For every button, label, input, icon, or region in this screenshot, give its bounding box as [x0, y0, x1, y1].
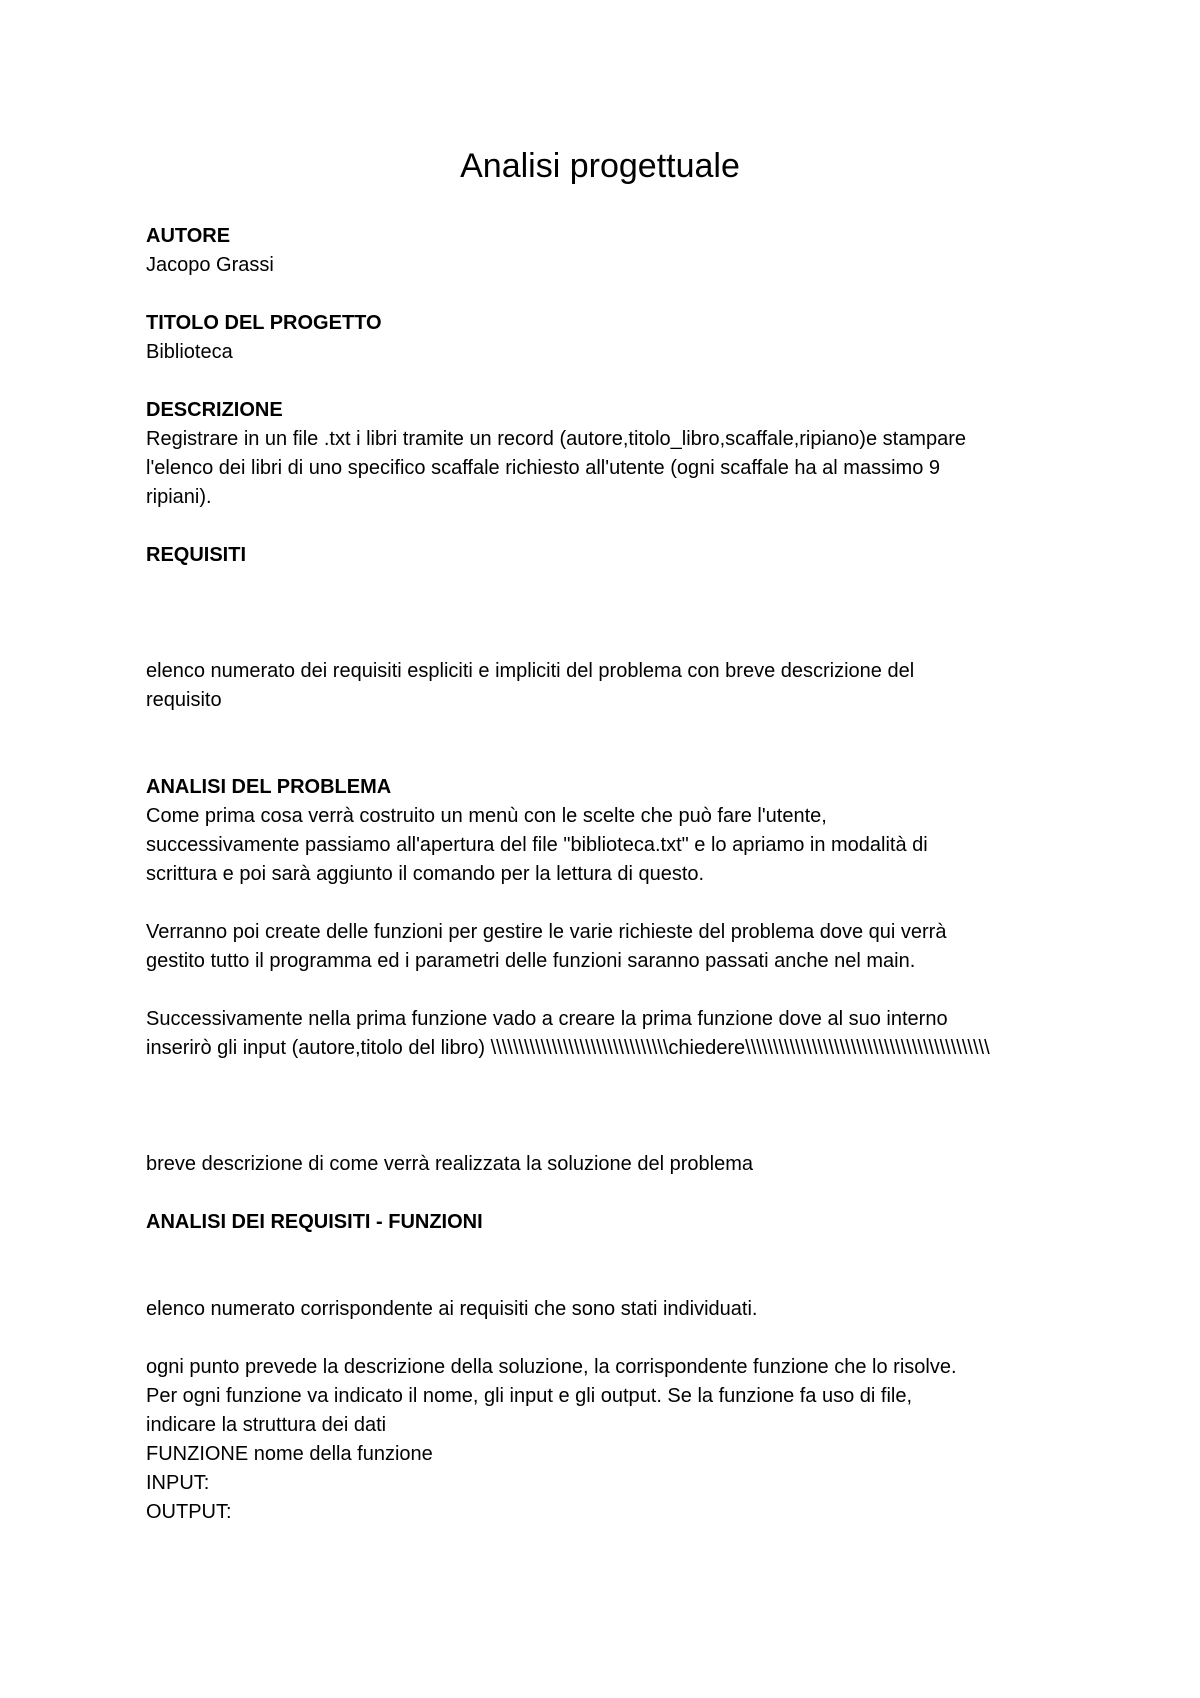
page-title: Analisi progettuale [460, 147, 740, 185]
functions-line: indicare la struttura dei dati [146, 1414, 387, 1436]
project-title: Biblioteca [146, 341, 233, 363]
function-input-label: INPUT: [146, 1472, 210, 1494]
section-heading-analisi-problema: ANALISI DEL PROBLEMA [146, 776, 392, 798]
analysis-line: Successivamente nella prima funzione vado a creare la prima funzione dove al suo interno [146, 1008, 948, 1030]
section-heading-autore: AUTORE [146, 225, 231, 247]
requirements-line: requisito [146, 689, 222, 711]
functions-line: elenco numerato corrispondente ai requisiti che sono stati individuati. [146, 1298, 758, 1320]
analysis-line: scrittura e poi sarà aggiunto il comando per la lettura di questo. [146, 863, 705, 885]
functions-line: Per ogni funzione va indicato il nome, gli input e gli output. Se la funzione fa uso di file, [146, 1385, 913, 1407]
function-name-label: FUNZIONE nome della funzione [146, 1443, 433, 1465]
analysis-note: breve descrizione di come verrà realizzata la soluzione del problema [146, 1153, 753, 1175]
analysis-line: inserirò gli input (autore,titolo del libro) \\\\\\\\\\\\\\\\\\\\\\\\\\\\\\\\chiedere\\\\\\\\\\\\\\\\\\\\\\\\\\\\\\\\\\\\\\\\\\\\ [146, 1037, 990, 1059]
description-line: l'elenco dei libri di uno specifico scaffale richiesto all'utente (ogni scaffale ha al massimo 9 [146, 457, 940, 479]
analysis-line: Verranno poi create delle funzioni per gestire le varie richieste del problema dove qui verrà [146, 921, 947, 943]
description-line: Registrare in un file .txt i libri tramite un record (autore,titolo_libro,scaffale,ripiano)e stampare [146, 428, 966, 450]
function-output-label: OUTPUT: [146, 1501, 232, 1523]
author-name: Jacopo Grassi [146, 254, 274, 276]
analysis-line: Come prima cosa verrà costruito un menù con le scelte che può fare l'utente, [146, 805, 827, 827]
section-heading-descrizione: DESCRIZIONE [146, 399, 283, 421]
requirements-line: elenco numerato dei requisiti espliciti e impliciti del problema con breve descrizione del [146, 660, 915, 682]
analysis-line: gestito tutto il programma ed i parametri delle funzioni saranno passati anche nel main. [146, 950, 916, 972]
section-heading-titolo: TITOLO DEL PROGETTO [146, 312, 382, 334]
section-heading-analisi-requisiti: ANALISI DEI REQUISITI - FUNZIONI [146, 1211, 483, 1233]
section-heading-requisiti: REQUISITI [146, 544, 247, 566]
document-body [146, 222, 1076, 1527]
description-line: ripiani). [146, 486, 212, 508]
functions-line: ogni punto prevede la descrizione della soluzione, la corrispondente funzione che lo risolve. [146, 1356, 957, 1378]
analysis-line: successivamente passiamo all'apertura del file "biblioteca.txt" e lo apriamo in modalità di [146, 834, 928, 856]
